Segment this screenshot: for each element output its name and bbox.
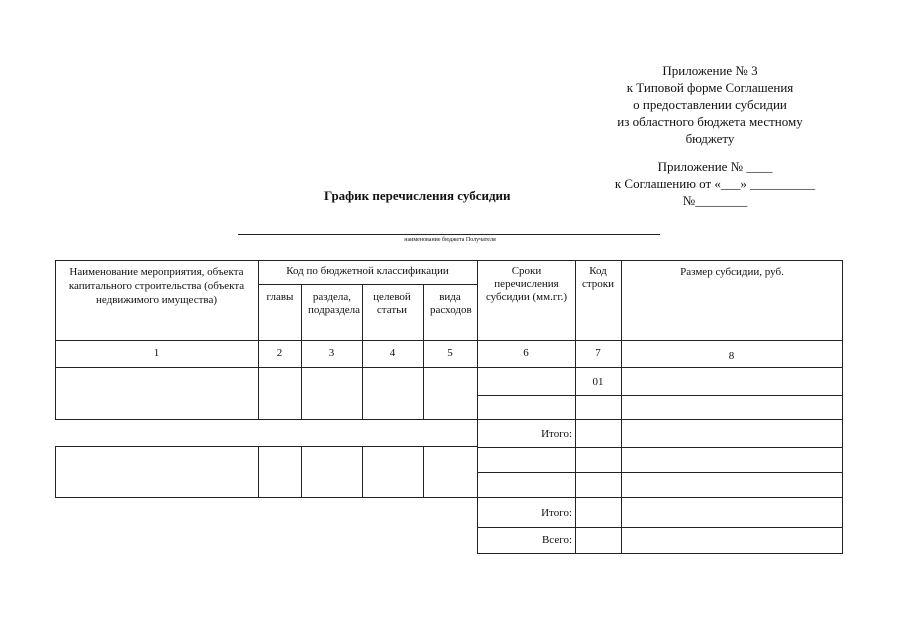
appendix-line-5: бюджету — [685, 131, 735, 146]
colnum-2: 2 — [276, 347, 283, 359]
header-subsidy-amount: Размер субсидии, руб. — [680, 266, 784, 278]
header-bottom-line — [55, 340, 843, 341]
colnum-5: 5 — [447, 347, 453, 359]
subtotal-label-1: Итого: — [541, 428, 572, 440]
appendix-line-3: о предоставлении субсидии — [633, 97, 787, 112]
agreement-header — [585, 158, 845, 209]
total-label: Всего: — [541, 534, 572, 546]
header-event-name: Наименование мероприятия, объекта капитального строительства (объекта недвижимого имущества) — [68, 266, 245, 306]
subtotal2-bottom — [477, 527, 843, 528]
recipient-caption: наименование бюджета Получателя — [404, 237, 496, 243]
subtotal1-bottom — [477, 447, 843, 448]
block2-col-3-4 — [362, 446, 363, 497]
col-line-5-6 — [477, 260, 478, 419]
appendix-line-4: из областного бюджета местному — [617, 114, 803, 129]
colnum-4: 4 — [389, 347, 396, 359]
colnum-8: 8 — [728, 350, 735, 362]
block2-col-1-2 — [258, 446, 259, 497]
header-target: целевой статьи — [373, 291, 411, 316]
agreement-line-1: Приложение № ____ — [657, 159, 773, 174]
appendix-line-2: к Типовой форме Соглашения — [626, 80, 794, 95]
budget-code-divider — [258, 284, 477, 285]
numbers-row-bottom — [55, 367, 843, 368]
col-line-right — [842, 260, 843, 553]
header-transfer-dates: Сроки перечисления субсидии (мм.гг.) — [485, 265, 568, 303]
block1-bottom — [55, 419, 843, 420]
header-line-code: Код строки — [581, 265, 615, 290]
recipient-line — [238, 234, 660, 235]
page-title: График перечисления субсидии — [324, 188, 511, 203]
block2-col-left — [55, 446, 56, 497]
agreement-line-3: №________ — [682, 193, 748, 208]
table-border-bottom — [477, 553, 843, 554]
block2-top — [55, 446, 477, 447]
appendix-header — [585, 62, 835, 147]
subtotal-label-2: Итого: — [541, 507, 572, 519]
col-line-7-8 — [621, 260, 622, 553]
header-section: раздела, подраздела — [308, 291, 361, 316]
col-line-left — [55, 260, 56, 419]
block2-col-4-5 — [423, 446, 424, 497]
block1-inner-line — [477, 395, 843, 396]
header-budget-code: Код по бюджетной классификации — [286, 265, 449, 277]
col-line-6-7 — [575, 260, 576, 553]
colnum-7: 7 — [595, 347, 601, 359]
block2-col-2-3 — [301, 446, 302, 497]
block2-bottom — [55, 497, 843, 498]
header-chapter: главы — [266, 291, 294, 303]
block2-inner-line — [477, 472, 843, 473]
colnum-1: 1 — [153, 347, 160, 359]
colnum-3: 3 — [328, 347, 335, 359]
table-border-top — [55, 260, 843, 261]
colnum-6: 6 — [523, 347, 529, 359]
line-code-01: 01 — [592, 376, 604, 388]
agreement-line-2: к Соглашению от «___» __________ — [614, 176, 816, 191]
col-line-1-2 — [258, 260, 259, 419]
header-expense-type: вида расходов — [430, 291, 472, 316]
appendix-line-1: Приложение № 3 — [662, 63, 758, 78]
